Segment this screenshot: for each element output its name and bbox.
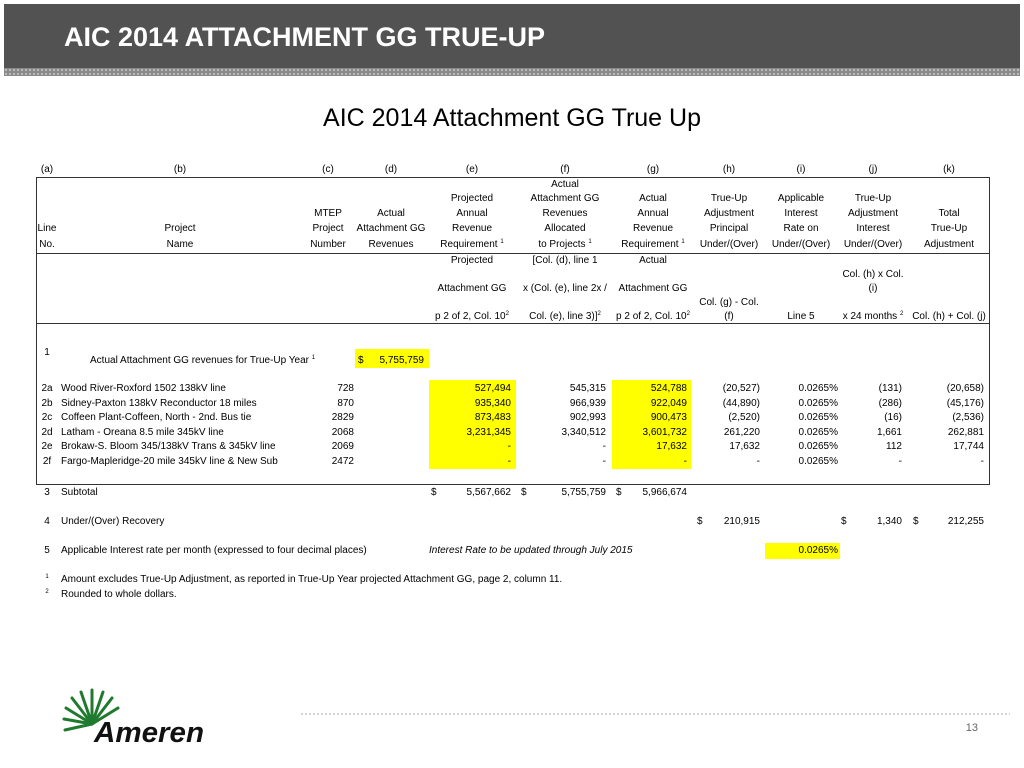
row-2e-name: Brokaw-S. Bloom 345/138kV Trans & 345kV line	[61, 441, 276, 452]
line1-no: 1	[44, 347, 50, 358]
line1-label: Actual Attachment GG revenues for True-Up Year $^1$	[90, 355, 316, 366]
line3-f: 5,755,759	[561, 487, 606, 498]
line4-dollar-j: $	[841, 516, 847, 527]
page-number: 13	[965, 722, 978, 734]
row-2b-no: 2b	[41, 398, 53, 409]
row-2e-no: 2e	[41, 441, 53, 452]
hdr-j: True-Up	[854, 193, 892, 204]
col-letter: (e)	[465, 164, 479, 175]
src-f: Col. (e), line 3)]$^2$	[529, 311, 601, 322]
row-2d-h: 261,220	[723, 427, 760, 438]
hdr-g: Requirement $^1$	[621, 239, 685, 250]
hdr-e: Revenue	[451, 223, 493, 234]
footer-dotted-line	[300, 712, 1010, 716]
row-2b-name: Sidney-Paxton 138kV Reconductor 18 miles	[61, 398, 257, 409]
row-2f-j: -	[898, 456, 902, 467]
table-divider-2	[36, 323, 989, 324]
line4-j: 1,340	[876, 516, 902, 527]
row-2d-i: 0.0265%	[798, 427, 838, 438]
table-border-top	[36, 177, 989, 178]
row-2b-h: (44,890)	[722, 398, 760, 409]
row-2a-h: (20,527)	[722, 383, 760, 394]
row-2e-f: -	[602, 441, 606, 452]
row-2f-e: -	[507, 456, 511, 467]
hdr-d: Revenues	[368, 239, 414, 250]
hdr-c: MTEP	[314, 208, 342, 219]
row-2c-f: 902,993	[569, 412, 606, 423]
row-2c-g: 900,473	[650, 412, 687, 423]
hdr-d: Attachment GG	[356, 223, 426, 234]
line3-no: 3	[44, 487, 50, 498]
hdr-g: Revenue	[632, 223, 674, 234]
hdr-f: to Projects $^1$	[538, 239, 592, 250]
hdr-f: Allocated	[544, 223, 586, 234]
row-2e-g: 17,632	[656, 441, 687, 452]
row-2b-mtep: 870	[337, 398, 354, 409]
line3-dollar-g: $	[616, 487, 622, 498]
line4-label: Under/(Over) Recovery	[61, 516, 165, 527]
line3-dollar-f: $	[521, 487, 527, 498]
col-letter: (i)	[796, 164, 806, 175]
hdr-j: Adjustment	[847, 208, 899, 219]
row-2c-k: (2,536)	[952, 412, 984, 423]
ameren-logo	[62, 684, 212, 748]
src-j: (i)	[868, 283, 878, 294]
row-2e-i: 0.0265%	[798, 441, 838, 452]
row-2d-name: Latham - Oreana 8.5 mile 345kV line	[61, 427, 224, 438]
src-f: x (Col. (e), line 2x /	[523, 283, 607, 294]
row-2d-f: 3,340,512	[561, 427, 606, 438]
hdr-e: Annual	[456, 208, 488, 219]
row-2f-g: -	[683, 456, 687, 467]
footnote-text: Amount excludes True-Up Adjustment, as reported in True-Up Year projected Attachment GG, page 2, column 11.	[61, 574, 563, 585]
src-j: x 24 months $^2$	[842, 311, 904, 322]
row-2b-e: 935,340	[474, 398, 511, 409]
row-2d-g: 3,601,732	[642, 427, 687, 438]
src-h: (f)	[724, 311, 734, 322]
src-k: Col. (h) + Col. (j)	[912, 311, 986, 322]
row-2a-g: 524,788	[650, 383, 687, 394]
hdr-h: Principal	[709, 223, 749, 234]
line5-label: Applicable Interest rate per month (expressed to four decimal places)	[61, 545, 367, 556]
src-g: p 2 of 2, Col. $10^2$	[616, 311, 690, 322]
row-2e-e: -	[507, 441, 511, 452]
line4-dollar-k: $	[913, 516, 919, 527]
hdr-f: Attachment GG	[530, 193, 600, 204]
header-title: AIC 2014 ATTACHMENT GG TRUE-UP	[64, 22, 546, 52]
line4-k: 212,255	[947, 516, 984, 527]
line4-no: 4	[44, 516, 50, 527]
row-2f-i: 0.0265%	[798, 456, 838, 467]
hdr-g: Annual	[637, 208, 669, 219]
row-2b-g: 922,049	[650, 398, 687, 409]
line1-dollar: $	[358, 355, 364, 366]
row-2b-j: (286)	[878, 398, 902, 409]
src-g: Actual	[639, 255, 667, 266]
row-2d-k: 262,881	[947, 427, 984, 438]
col-letter: (f)	[560, 164, 570, 175]
row-2b-i: 0.0265%	[798, 398, 838, 409]
line4-dollar-h: $	[697, 516, 703, 527]
hdr-no: No.	[39, 239, 55, 250]
src-g: Attachment GG	[618, 283, 688, 294]
src-e: Attachment GG	[437, 283, 507, 294]
line1-value: 5,755,759	[379, 355, 424, 366]
hdr-k: True-Up	[930, 223, 968, 234]
table-divider-1	[36, 253, 989, 254]
row-2c-i: 0.0265%	[798, 412, 838, 423]
row-2c-e: 873,483	[474, 412, 511, 423]
row-2c-no: 2c	[41, 412, 53, 423]
hdr-c: Number	[310, 239, 346, 250]
hdr-i: Under/(Over)	[771, 239, 831, 250]
table-border-bottom	[36, 484, 989, 485]
hdr-h: Adjustment	[703, 208, 755, 219]
col-letter: (k)	[943, 164, 955, 175]
hdr-k: Adjustment	[923, 239, 975, 250]
footnote-text: Rounded to whole dollars.	[61, 589, 177, 600]
line3-g: 5,966,674	[642, 487, 687, 498]
slide-title: AIC 2014 Attachment GG True Up	[323, 104, 701, 132]
row-2f-h: -	[756, 456, 760, 467]
hdr-j: Under/(Over)	[843, 239, 903, 250]
hdr-i: Rate on	[783, 223, 819, 234]
row-2a-no: 2a	[41, 383, 53, 394]
line5-note: Interest Rate to be updated through July 2015	[429, 545, 633, 556]
line4-h: 210,915	[723, 516, 760, 527]
hdr-name: Name	[166, 239, 194, 250]
hdr-i: Interest	[784, 208, 818, 219]
col-letter: (d)	[384, 164, 398, 175]
line5-rate: 0.0265%	[798, 545, 838, 556]
src-h: Col. (g) - Col.	[699, 297, 759, 308]
hdr-line: Line	[37, 223, 57, 234]
hdr-h: Under/(Over)	[699, 239, 759, 250]
hdr-k: Total	[938, 208, 960, 219]
col-letter: (g)	[646, 164, 660, 175]
hdr-i: Applicable	[777, 193, 825, 204]
src-i: Line 5	[787, 311, 815, 322]
line3-label: Subtotal	[61, 487, 98, 498]
row-2a-i: 0.0265%	[798, 383, 838, 394]
src-e: p 2 of 2, Col. $10^2$	[435, 311, 509, 322]
row-2e-j: 112	[886, 441, 902, 452]
row-2f-f: -	[602, 456, 606, 467]
ameren-wordmark: Ameren	[92, 717, 204, 748]
row-2d-j: 1,661	[876, 427, 902, 438]
row-2e-mtep: 2069	[331, 441, 354, 452]
footnote-mark: 1	[45, 574, 49, 580]
src-j: Col. (h) x Col.	[842, 269, 904, 280]
line5-no: 5	[44, 545, 50, 556]
hdr-c: Project	[312, 223, 344, 234]
row-2c-j: (16)	[884, 412, 902, 423]
row-2e-h: 17,632	[729, 441, 760, 452]
row-2b-k: (45,176)	[946, 398, 984, 409]
hdr-f: Revenues	[542, 208, 588, 219]
col-letter: (b)	[173, 164, 187, 175]
hdr-g: Actual	[639, 193, 667, 204]
hdr-e: Projected	[450, 193, 494, 204]
col-letter: (c)	[322, 164, 334, 175]
table-border-right	[989, 177, 990, 485]
row-2d-mtep: 2068	[331, 427, 354, 438]
hdr-project: Project	[164, 223, 196, 234]
row-2f-k: -	[980, 456, 984, 467]
row-2f-name: Fargo-Mapleridge-20 mile 345kV line & New Sub	[61, 456, 278, 467]
row-2a-name: Wood River-Roxford 1502 138kV line	[61, 383, 226, 394]
row-2a-j: (131)	[878, 383, 902, 394]
row-2c-mtep: 2829	[331, 412, 354, 423]
hdr-h: True-Up	[710, 193, 748, 204]
row-2b-f: 966,939	[569, 398, 606, 409]
col-letter: (h)	[722, 164, 736, 175]
row-2a-k: (20,658)	[946, 383, 984, 394]
hdr-d: Actual	[377, 208, 405, 219]
src-e: Projected	[450, 255, 494, 266]
row-2f-mtep: 2472	[331, 456, 354, 467]
row-2c-h: (2,520)	[728, 412, 760, 423]
hdr-j: Interest	[856, 223, 890, 234]
hdr-e: Requirement $^1$	[440, 239, 504, 250]
hdr-f: Actual	[551, 179, 579, 190]
row-2d-e: 3,231,345	[466, 427, 511, 438]
row-2d-no: 2d	[41, 427, 53, 438]
line3-dollar-e: $	[431, 487, 437, 498]
row-2a-e: 527,494	[474, 383, 511, 394]
row-2e-k: 17,744	[953, 441, 984, 452]
col-letter: (a)	[40, 164, 54, 175]
footnote-mark: 2	[45, 589, 49, 595]
row-2f-no: 2f	[42, 456, 52, 467]
row-2a-f: 545,315	[569, 383, 606, 394]
col-letter: (j)	[868, 164, 878, 175]
src-f: [Col. (d), line 1	[532, 255, 598, 266]
line3-e: 5,567,662	[466, 487, 511, 498]
row-2a-mtep: 728	[337, 383, 354, 394]
row-2c-name: Coffeen Plant-Coffeen, North - 2nd. Bus tie	[61, 412, 252, 423]
